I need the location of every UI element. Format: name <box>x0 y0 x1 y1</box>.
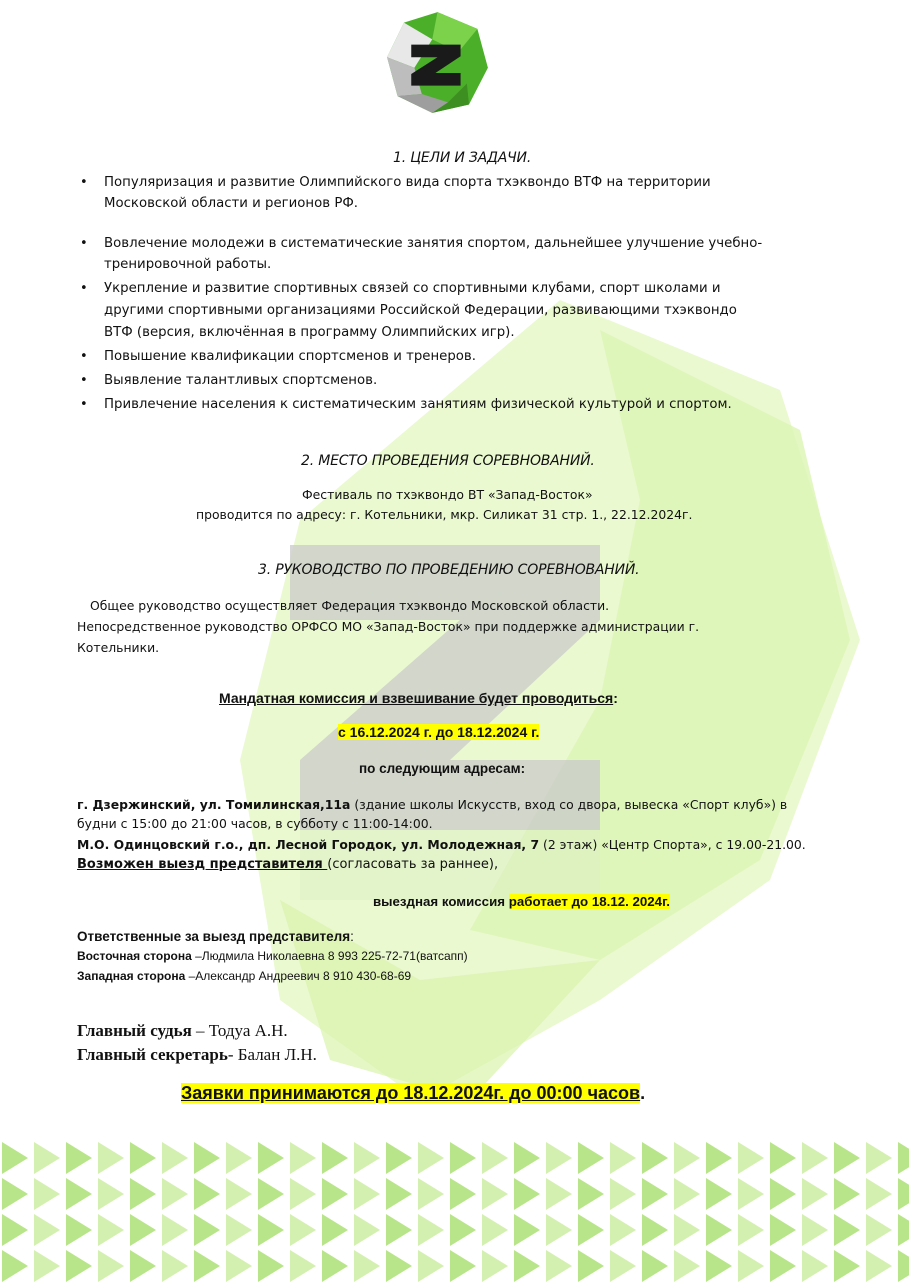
list-item: Популяризация и развитие Олимпийского вида спорта тхэквондо ВТФ на территории <box>104 175 711 190</box>
application-deadline-text: Заявки принимаются до 18.12.2024г. до 00:00 часов <box>181 1083 641 1103</box>
chief-judge <box>77 1021 288 1041</box>
visit-rest: (согласовать за раннее), <box>327 857 499 872</box>
commission-title <box>219 690 618 706</box>
commission-dates-text: с 16.12.2024 г. до 18.12.2024 г. <box>338 724 540 740</box>
list-item: тренировочной работы. <box>104 257 272 272</box>
bullet-icon: • <box>80 373 88 388</box>
address-dzerzhinsky-rest: (здание школы Искусств, вход со двора, вывеска «Спорт клуб») в <box>350 797 788 812</box>
address-odintsovo <box>77 836 806 854</box>
section2-title: 2. МЕСТО ПРОВЕДЕНИЯ СОРЕВНОВАНИЙ. <box>301 453 595 469</box>
responsible-title-text: Ответственные за выезд представителя <box>77 929 351 944</box>
management-line: Котельники. <box>77 640 160 655</box>
commission-title-text: Мандатная комиссия и взвешивание будет проводиться <box>219 690 614 706</box>
list-item: Привлечение населения к систематическим занятиям физической культурой и спортом. <box>104 397 732 412</box>
list-item: Укрепление и развитие спортивных связей со спортивными клубами, спорт школами и <box>104 281 721 296</box>
management-line: Общее руководство осуществляет Федерация тхэквондо Московской области. <box>90 598 610 613</box>
address-odintsovo-rest: (2 этаж) «Центр Спорта», с 19.00-21.00. <box>539 837 806 852</box>
venue-line: Фестиваль по тхэквондо ВТ «Запад-Восток» <box>302 487 593 502</box>
visit-bold: Возможен выезд представителя <box>77 857 328 872</box>
chief-secretary <box>77 1045 317 1065</box>
address-odintsovo-bold: М.О. Одинцовский г.о., дп. Лесной Городок, ул. Молодежная, 7 <box>77 837 540 852</box>
responsible-east <box>77 949 468 963</box>
list-item: другими спортивными организациями Российской Федерации, развивающими тхэквондо <box>104 303 737 318</box>
mobile-commission <box>373 894 670 909</box>
address-dzerzhinsky <box>77 796 787 814</box>
mobile-commission-label: выездная комиссия <box>373 894 509 909</box>
section3-title: 3. РУКОВОДСТВО ПО ПРОВЕДЕНИЮ СОРЕВНОВАНИЙ. <box>258 562 640 578</box>
list-item: Выявление талантливых спортсменов. <box>104 373 378 388</box>
west-value: –Александр Андреевич 8 910 430-68-69 <box>185 969 412 983</box>
addresses-label: по следующим адресам: <box>359 761 526 776</box>
responsible-west <box>77 969 411 983</box>
bullet-icon: • <box>80 349 88 364</box>
section1-title: 1. ЦЕЛИ И ЗАДАЧИ. <box>393 150 532 166</box>
application-deadline-dot: . <box>640 1083 646 1103</box>
chief-secretary-label: Главный секретарь <box>77 1045 228 1064</box>
address-dzerzhinsky-hours: будни с 15:00 до 21:00 часов, в субботу с 11:00-14:00. <box>77 816 433 831</box>
bullet-icon: • <box>80 397 88 412</box>
chief-judge-label: Главный судья <box>77 1021 192 1040</box>
bullet-icon: • <box>80 236 88 251</box>
list-item: Московской области и регионов РФ. <box>104 196 359 211</box>
chief-judge-value: – Тодуа А.Н. <box>191 1021 288 1040</box>
list-item: Повышение квалификации спортсменов и тренеров. <box>104 349 476 364</box>
commission-title-colon: : <box>613 690 618 706</box>
responsible-title <box>77 929 354 944</box>
bullet-icon: • <box>80 175 88 190</box>
address-dzerzhinsky-bold: г. Дзержинский, ул. Томилинская,11а <box>77 797 351 812</box>
commission-dates <box>338 724 539 740</box>
chief-secretary-value: - Балан Л.Н. <box>227 1045 317 1064</box>
list-item: ВТФ (версия, включённая в программу Олимпийских игр). <box>104 325 515 340</box>
management-line: Непосредственное руководство ОРФСО МО «Запад-Восток» при поддержке администрации г. <box>77 619 700 634</box>
venue-address: проводится по адресу: г. Котельники, мкр. Силикат 31 стр. 1., 22.12.2024г. <box>196 507 693 522</box>
mobile-commission-deadline: работает до 18.12. 2024г. <box>508 894 670 909</box>
list-item: Вовлечение молодежи в систематические занятия спортом, дальнейшее улучшение учебно- <box>104 236 763 251</box>
application-deadline <box>181 1083 645 1104</box>
responsible-title-colon: : <box>350 929 354 944</box>
visit-line <box>77 856 498 874</box>
bullet-icon: • <box>80 281 88 296</box>
west-label: Западная сторона <box>77 969 186 983</box>
east-label: Восточная сторона <box>77 949 192 963</box>
east-value: –Людмила Николаевна 8 993 225-72-71(ватсапп) <box>191 949 468 963</box>
